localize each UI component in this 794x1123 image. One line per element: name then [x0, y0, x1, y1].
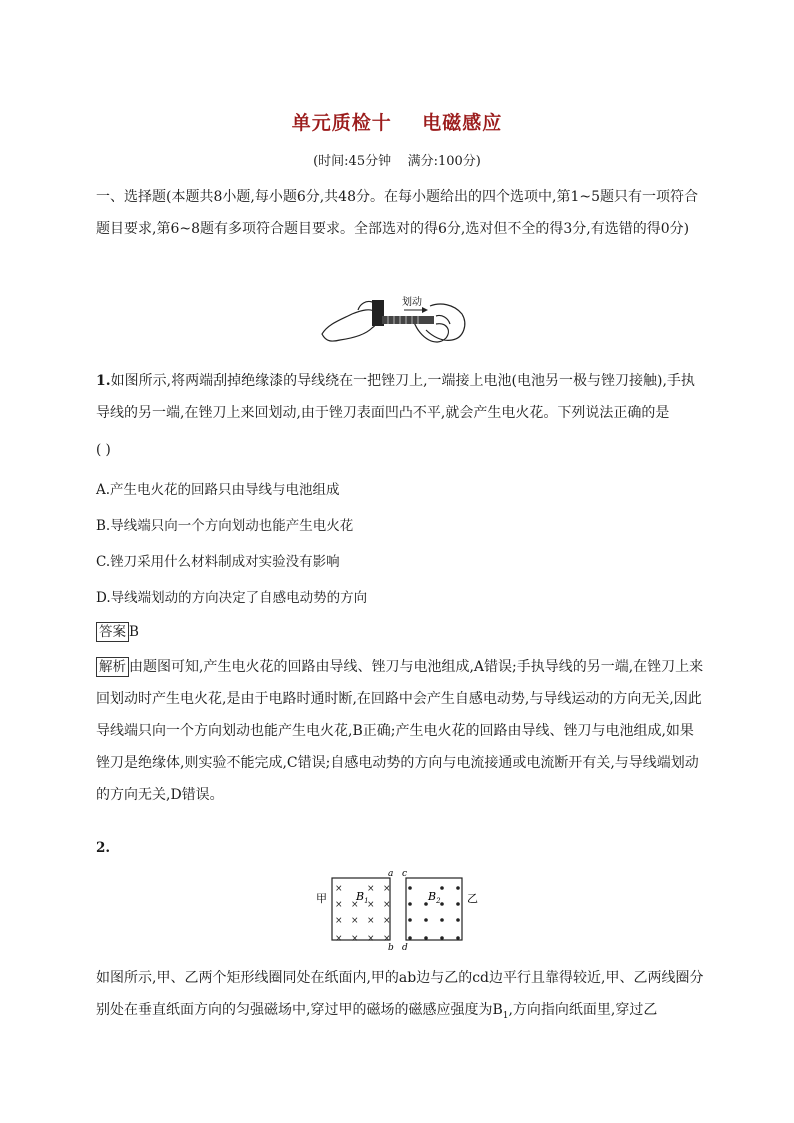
point-c: c: [402, 869, 408, 879]
arrow-head-icon: [422, 307, 428, 313]
cross-mark: ×: [367, 884, 375, 894]
answer-row: [96, 622, 139, 642]
cross-mark: ×: [335, 916, 343, 926]
file-body: [382, 316, 434, 324]
cross-mark: ×: [335, 934, 343, 944]
cross-mark: ×: [367, 934, 375, 944]
dot-mark: [456, 918, 460, 922]
cross-mark: ×: [383, 900, 391, 910]
cross-mark: ×: [383, 916, 391, 926]
question-1: [96, 365, 706, 429]
dot-mark: [440, 902, 444, 906]
dot-mark: [408, 886, 412, 890]
cross-mark: ×: [367, 916, 375, 926]
motion-label: 划动: [402, 297, 422, 308]
point-b: b: [388, 943, 394, 952]
cross-mark: ×: [335, 884, 343, 894]
exam-time-score: (时间:45分钟 满分:100分): [313, 154, 481, 169]
field-b1: B: [356, 890, 365, 903]
svg-text:B2: [427, 890, 441, 905]
cross-mark: ×: [351, 916, 359, 926]
field-b1-sub: 1: [364, 897, 369, 905]
option-d: D.导线端划动的方向决定了自感电动势的方向: [96, 590, 368, 606]
question-2-stem: [96, 962, 706, 1032]
figure-file-spark: [318, 290, 468, 348]
option-b: B.导线端只向一个方向划动也能产生电火花: [96, 518, 354, 534]
cross-mark: ×: [335, 900, 343, 910]
cross-mark: ×: [351, 900, 359, 910]
q2-stem-sub: 1: [502, 1010, 509, 1021]
point-a: a: [388, 869, 394, 879]
dot-mark: [408, 918, 412, 922]
analysis-text: 由题图可知,产生电火花的回路由导线、锉刀与电池组成,A错误;手执导线的另一端,在锉刀上来回划动时产生电火花,是由于电路时通时断,在回路中会产生自感电动势,与导线运动的方向无关,因此导线端只向一个方向划动也能产生电火花,B正确;产生电火花的回路由导线、锉刀与电池组成,如果锉刀是绝缘体,则实验不能完成,C错误;自感电动势的方向与电流接通或电流断开有关,与导线端划动的方向无关,D错误。: [96, 659, 704, 803]
answer-value: B: [129, 624, 139, 640]
option-c: C.锉刀采用什么材料制成对实验没有影响: [96, 554, 340, 570]
cross-mark: ×: [367, 900, 375, 910]
dot-mark: [456, 886, 460, 890]
figure-two-coils: [312, 868, 484, 952]
q2-stem-tail: ,方向指向纸面里,穿过乙: [508, 1002, 658, 1018]
dot-mark: [440, 936, 444, 940]
coil-yi: [406, 878, 462, 940]
coil-jia-label: 甲: [316, 892, 327, 905]
field-b2: B: [428, 890, 437, 903]
question-2-number: 2.: [96, 840, 111, 856]
page-title: 单元质检十 电磁感应: [291, 112, 503, 134]
coil-yi-label: 乙: [467, 892, 478, 905]
point-d: d: [402, 943, 408, 952]
dot-mark: [440, 918, 444, 922]
cross-mark: ×: [383, 884, 391, 894]
question-number: 1.: [96, 373, 111, 389]
cross-mark: ×: [383, 934, 391, 944]
dot-mark: [424, 936, 428, 940]
analysis: [96, 651, 706, 811]
dot-mark: [408, 936, 412, 940]
q2-stem-text: 如图所示,甲、乙两个矩形线圈同处在纸面内,甲的ab边与乙的cd边平行且靠得较近,甲、乙两线圈分别处在垂直纸面方向的匀强磁场中,穿过甲的磁场的磁感应强度为B: [96, 970, 704, 1018]
left-hand: [322, 310, 378, 341]
field-b2-sub: 2: [436, 897, 441, 905]
option-a: A.产生电火花的回路只由导线与电池组成: [96, 482, 340, 498]
answer-blank: ( ): [96, 442, 111, 458]
dot-mark: [408, 902, 412, 906]
dot-mark: [456, 902, 460, 906]
analysis-tag: 解析: [96, 657, 129, 677]
section-intro: 一、选择题(本题共8小题,每小题6分,共48分。在每小题给出的四个选项中,第1~5题只有一项符合题目要求,第6~8题有多项符合题目要求。全部选对的得6分,选对但不全的得3分,有选错的得0分): [96, 189, 698, 237]
wire-loop: [414, 322, 448, 342]
dot-mark: [424, 918, 428, 922]
cross-mark: ×: [351, 934, 359, 944]
question-stem: 如图所示,将两端刮掉绝缘漆的导线绕在一把锉刀上,一端接上电池(电池另一极与锉刀接触),手执导线的另一端,在锉刀上来回划动,由于锉刀表面凹凸不平,就会产生电火花。下列说法正确的是: [96, 373, 695, 421]
dot-mark: [440, 886, 444, 890]
dot-mark: [456, 936, 460, 940]
answer-tag: 答案: [96, 622, 129, 642]
